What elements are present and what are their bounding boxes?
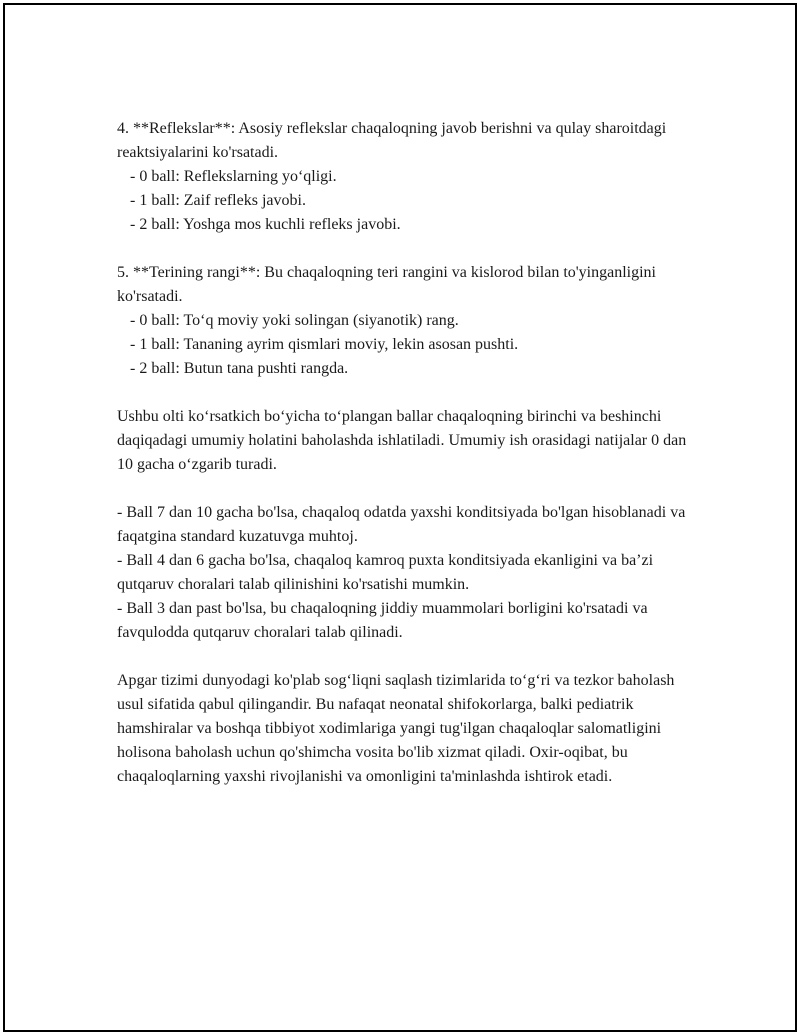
document-body — [117, 117, 687, 789]
skin-color-heading: 5. **Terining rangi**: Bu chaqaloqning teri rangini va kislorod bilan to'yinganligini ko'rsatadi. — [117, 264, 656, 305]
paragraph-gap — [117, 477, 687, 501]
score-range-item: - Ball 3 dan past bo'lsa, bu chaqaloqning jiddiy muammolari borligini ko'rsatadi va favqulodda qutqaruv choralari talab qilinadi. — [117, 600, 648, 641]
reflexes-item-0: - 0 ball: Reflekslarning yo‘qligi. — [130, 168, 337, 185]
reflexes-heading: 4. **Reflekslar**: Asosiy reflekslar chaqaloqning javob berishni va qulay sharoitdagi reaktsiyalarini ko'rsatadi. — [117, 120, 667, 161]
summary-paragraph: Ushbu olti ko‘rsatkich bo‘yicha to‘plangan ballar chaqaloqning birinchi va beshinchi daqiqadagi umumiy holatini baholashda ishlatiladi. Umumiy ish orasidagi natijalar 0 dan 10 gacha o‘zgarib turadi. — [117, 408, 687, 473]
paragraph-gap — [117, 645, 687, 669]
skin-color-item-0: - 0 ball: To‘q moviy yoki solingan (siyanotik) rang. — [130, 312, 459, 329]
skin-color-item-1: - 1 ball: Tananing ayrim qismlari moviy, lekin asosan pushti. — [130, 336, 519, 353]
score-range-item: - Ball 4 dan 6 gacha bo'lsa, chaqaloq kamroq puxta konditsiyada ekanligini va ba’zi qutqaruv choralari talab qilinishini ko'rsatishi mumkin. — [117, 552, 654, 593]
score-range-item: - Ball 7 dan 10 gacha bo'lsa, chaqaloq odatda yaxshi konditsiyada bo'lgan hisoblanadi va faqatgina standard kuzatuvga muhtoj. — [117, 504, 686, 545]
conclusion-paragraph: Apgar tizimi dunyodagi ko'plab sog‘liqni saqlash tizimlarida to‘g‘ri va tezkor baholash usul sifatida qabul qilingandir. Bu nafaqat neonatal shifokorlarga, balki pediatrik hamshiralar va boshqa tibbiyot xodimlariga yangi tug'ilgan chaqaloqlar salomatligini holisona baholash uchun qo'shimcha vosita bo'lib xizmat qiladi. Oxir-oqibat, bu chaqaloqlarning yaxshi rivojlanishi va omonligini ta'minlashda ishtirok etadi. — [117, 672, 675, 785]
paragraph-gap — [117, 381, 687, 405]
reflexes-item-2: - 2 ball: Yoshga mos kuchli refleks javobi. — [130, 216, 401, 233]
paragraph-gap — [117, 237, 687, 261]
skin-color-item-2: - 2 ball: Butun tana pushti rangda. — [130, 360, 349, 377]
reflexes-item-1: - 1 ball: Zaif refleks javobi. — [130, 192, 306, 209]
